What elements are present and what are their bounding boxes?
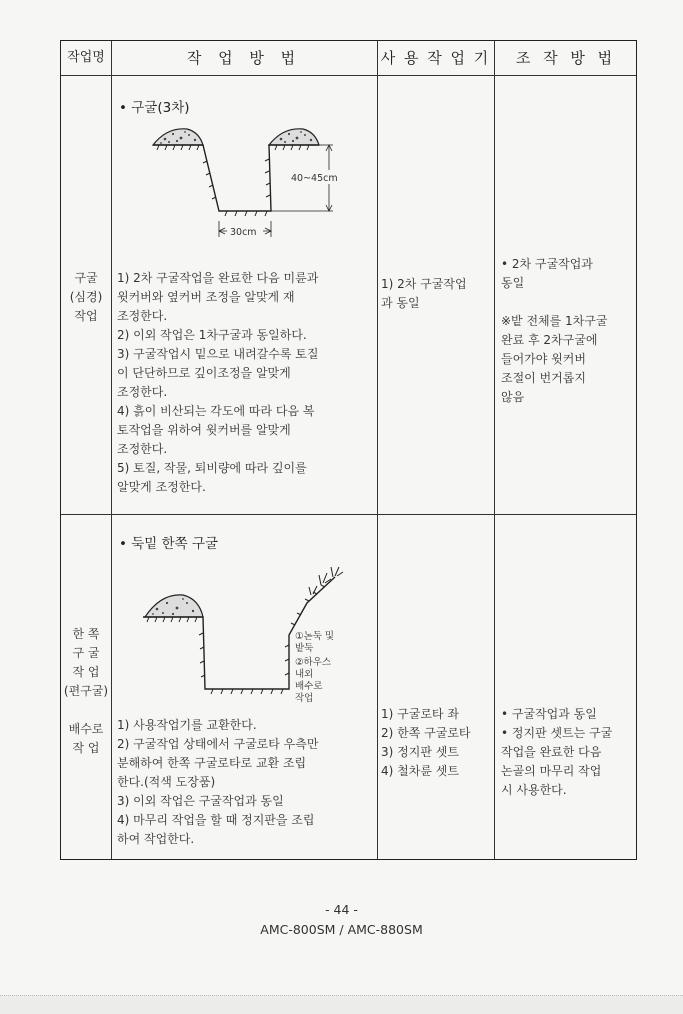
tool-line: 4) 철차륜 셋트	[381, 764, 459, 778]
method-line: 2) 구굴작업 상태에서 구굴로타 우측만	[117, 737, 319, 751]
model-name: AMC-800SM / AMC-880SM	[260, 922, 423, 937]
method-line: 윗커버와 옆커버 조정을 알맞게 재	[117, 290, 295, 304]
method-list-1	[117, 269, 318, 497]
work-name-1	[61, 269, 111, 326]
work-name-2	[61, 625, 111, 758]
tools-list-1	[381, 275, 467, 313]
method-line: 한다.(적색 도장품)	[117, 775, 216, 789]
tool-line: 1) 구굴로타 좌	[381, 707, 459, 721]
method-line: 3) 구굴작업시 밑으로 내려갈수록 토질	[117, 347, 319, 361]
work-name-line: (심경)	[69, 290, 103, 304]
method-line: 하여 작업한다.	[117, 832, 195, 846]
column-divider	[377, 41, 378, 859]
method-line: 2) 이외 작업은 1차구굴과 동일하다.	[117, 328, 307, 342]
tool-line: 2) 한쪽 구굴로타	[381, 726, 471, 740]
method-line: 조정한다.	[117, 442, 168, 456]
operation-line: 작업을 완료한 다음	[501, 745, 602, 759]
section1-subtitle: • 구굴(3차)	[119, 100, 190, 116]
method-line: 조정한다.	[117, 385, 168, 399]
method-line: 토작업을 위하여 윗커버를 알맞게	[117, 423, 291, 437]
section2-subtitle: • 둑밑 한쪽 구굴	[119, 536, 219, 552]
header-operation: 조 작 방 법	[515, 49, 617, 67]
method-list-2	[117, 716, 318, 849]
method-line: 1) 2차 구굴작업을 완료한 다음 미륜과	[117, 271, 319, 285]
work-name-line: 작 업	[72, 741, 100, 755]
operation-line: • 2차 구굴작업과	[501, 257, 593, 271]
work-name-line: 작업	[74, 309, 98, 323]
work-name-line: 작 업	[72, 665, 100, 679]
tools-list-2	[381, 705, 471, 781]
work-name-line	[61, 701, 111, 720]
operation-line: 완료 후 2차구굴에	[501, 333, 598, 347]
work-name-line: 한 쪽	[72, 627, 100, 641]
method-line: 조정한다.	[117, 309, 168, 323]
one-side-trench-diagram	[139, 559, 379, 707]
row-divider	[61, 514, 636, 515]
note-line: ②하우스	[295, 657, 332, 668]
operation-line	[501, 293, 607, 312]
operation-line: • 구굴작업과 동일	[501, 707, 597, 721]
note-line: 작업	[295, 693, 314, 704]
operation-line: 논골의 마무리 작업	[501, 764, 602, 778]
scan-edge	[0, 995, 683, 1014]
method-line: 분해하여 한쪽 구굴로타로 교환 조립	[117, 756, 307, 770]
work-name-line: 배수로	[68, 722, 104, 736]
method-line: 이 단단하므로 깊이조정을 알맞게	[117, 366, 291, 380]
method-line: 4) 흙이 비산되는 각도에 따라 다음 복	[117, 404, 315, 418]
method-line: 5) 토질, 작물, 퇴비량에 따라 깊이를	[117, 461, 307, 475]
method-line: 알맞게 조정한다.	[117, 480, 206, 494]
header-divider	[61, 75, 636, 76]
note-line: 내외	[295, 669, 314, 680]
header-work-method: 작 업 방 법	[186, 49, 302, 67]
width-label: 30cm	[230, 227, 257, 238]
work-name-line: 구 굴	[72, 646, 100, 660]
method-line: 3) 이외 작업은 구굴작업과 동일	[117, 794, 284, 808]
page-number: - 44 -	[325, 902, 358, 917]
header-tools: 사 용 작 업 기	[380, 49, 491, 67]
operation-line: ※밭 전체를 1차구굴	[501, 314, 608, 328]
operation-line: 동일	[501, 276, 525, 290]
work-name-line: 구굴	[74, 271, 98, 285]
note-line: ①논둑 및	[295, 631, 335, 642]
column-divider	[111, 41, 112, 859]
operation-line: 않음	[501, 390, 525, 404]
work-name-line: (편구굴)	[63, 684, 109, 698]
operation-list-1	[501, 255, 607, 407]
column-divider	[494, 41, 495, 859]
trench-diagram-3rd	[147, 125, 367, 251]
operation-list-2	[501, 705, 612, 800]
method-line: 4) 마무리 작업을 할 때 정지판을 조립	[117, 813, 315, 827]
header-work-name: 작업명	[67, 50, 105, 65]
tool-line: 과 동일	[381, 296, 420, 310]
tool-line: 1) 2차 구굴작업	[381, 277, 467, 291]
operation-line: • 정지판 셋트는 구굴	[501, 726, 613, 740]
depth-label: 40~45cm	[291, 173, 338, 184]
note-line: 밭둑	[295, 643, 314, 654]
diagram-note	[295, 630, 334, 704]
operation-line: 시 사용한다.	[501, 783, 567, 797]
work-method-table	[60, 40, 637, 860]
operation-line: 들어가야 윗커버	[501, 352, 586, 366]
note-line: 배수로	[295, 681, 323, 692]
method-line: 1) 사용작업기를 교환한다.	[117, 718, 257, 732]
operation-line: 조절이 번거롭지	[501, 371, 586, 385]
tool-line: 3) 정지판 셋트	[381, 745, 459, 759]
